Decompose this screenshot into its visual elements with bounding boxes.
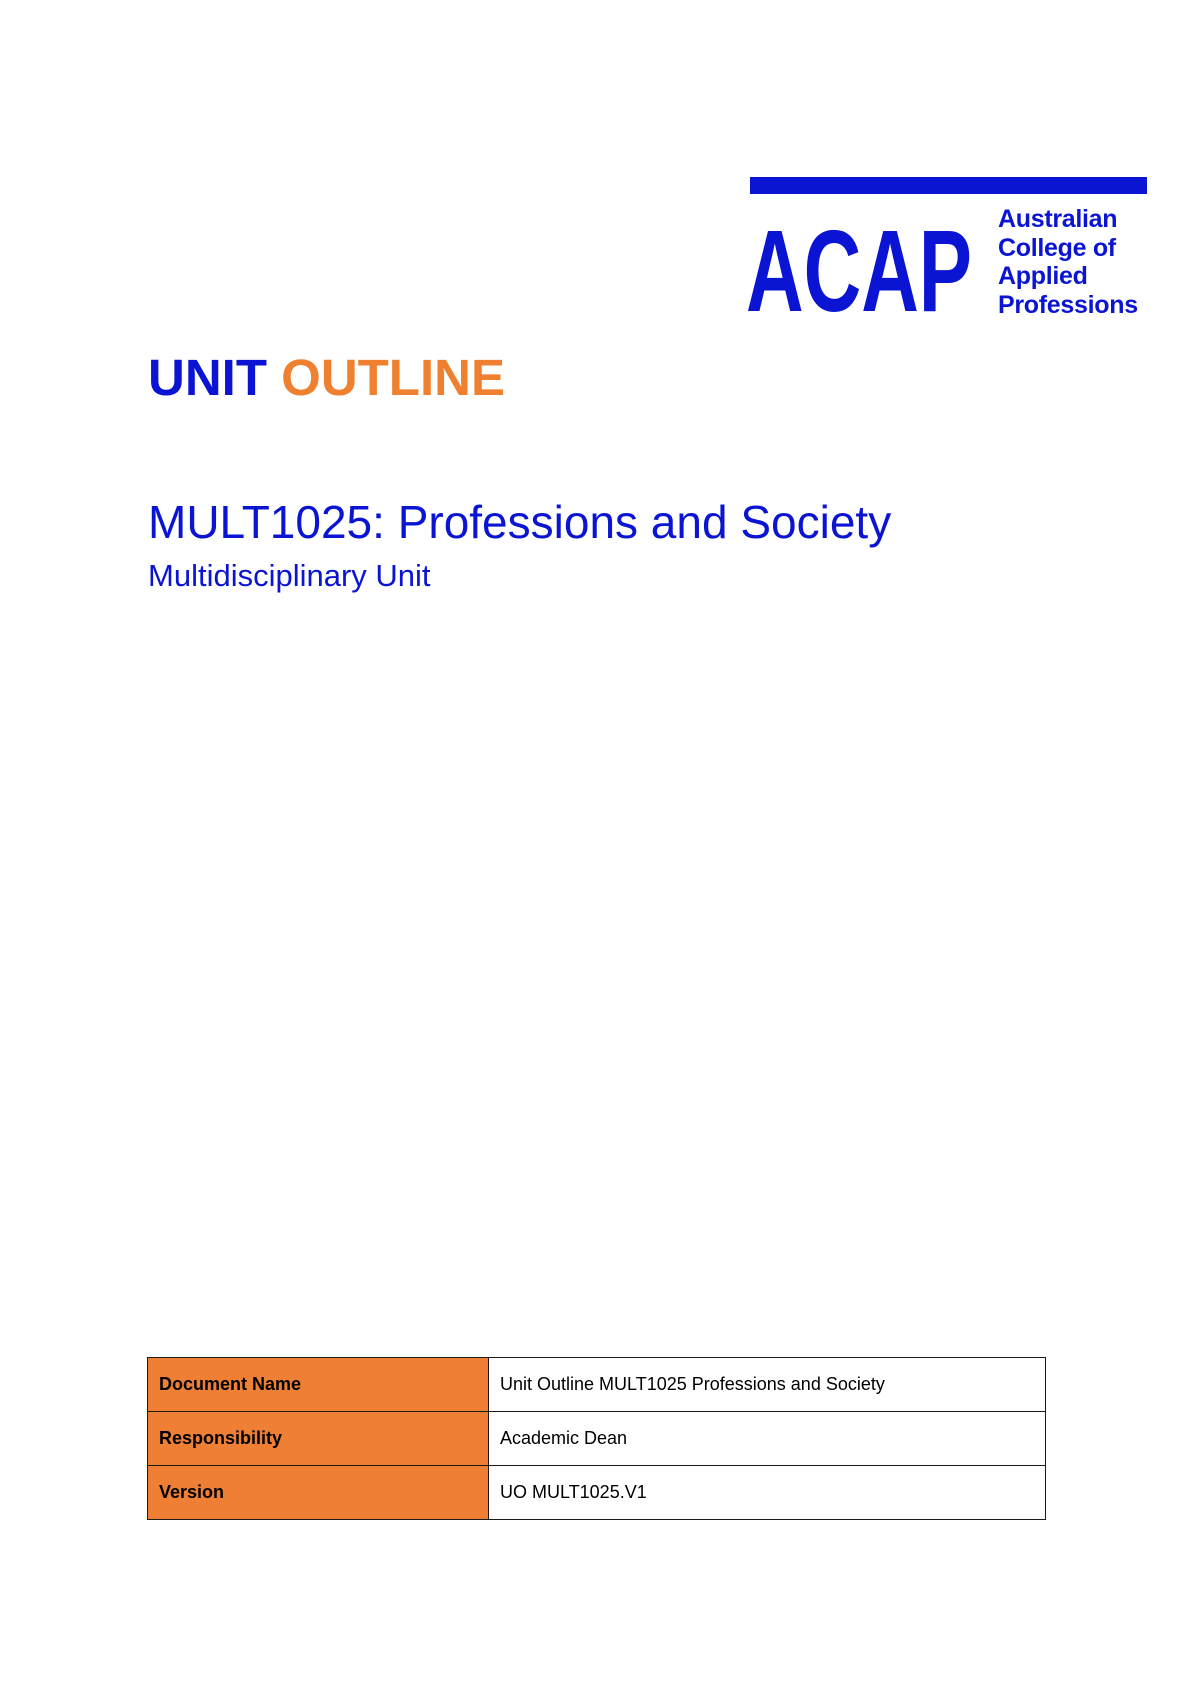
- logo-name-line-4: Professions: [998, 290, 1138, 319]
- logo-name-line-3: Applied: [998, 262, 1088, 290]
- document-name-value: Unit Outline MULT1025 Professions and Society: [489, 1358, 1046, 1412]
- title-part-outline: OUTLINE: [281, 349, 505, 406]
- unit-title: MULT1025: Professions and Society: [148, 496, 892, 548]
- responsibility-label: Responsibility: [148, 1412, 489, 1466]
- table-row: [148, 1412, 1046, 1466]
- responsibility-value: Academic Dean: [489, 1412, 1046, 1466]
- logo-bar: [750, 177, 1147, 194]
- document-name-label: Document Name: [148, 1358, 489, 1412]
- unit-subtitle: Multidisciplinary Unit: [148, 558, 431, 593]
- version-value: UO MULT1025.V1: [489, 1466, 1046, 1520]
- logo-name-line-1: Australian: [998, 205, 1118, 233]
- document-title: [148, 348, 505, 408]
- version-label: Version: [148, 1466, 489, 1520]
- logo-institution-name: [998, 205, 1138, 319]
- logo-name-line-2: College of: [998, 233, 1116, 262]
- logo-acronym: [746, 201, 976, 321]
- document-control-table: [147, 1357, 1046, 1520]
- table-row: [148, 1358, 1046, 1412]
- logo-acronym-text: ACAP: [746, 207, 972, 321]
- title-part-unit: UNIT: [148, 349, 267, 406]
- table-row: [148, 1466, 1046, 1520]
- acap-logo: [746, 177, 1147, 321]
